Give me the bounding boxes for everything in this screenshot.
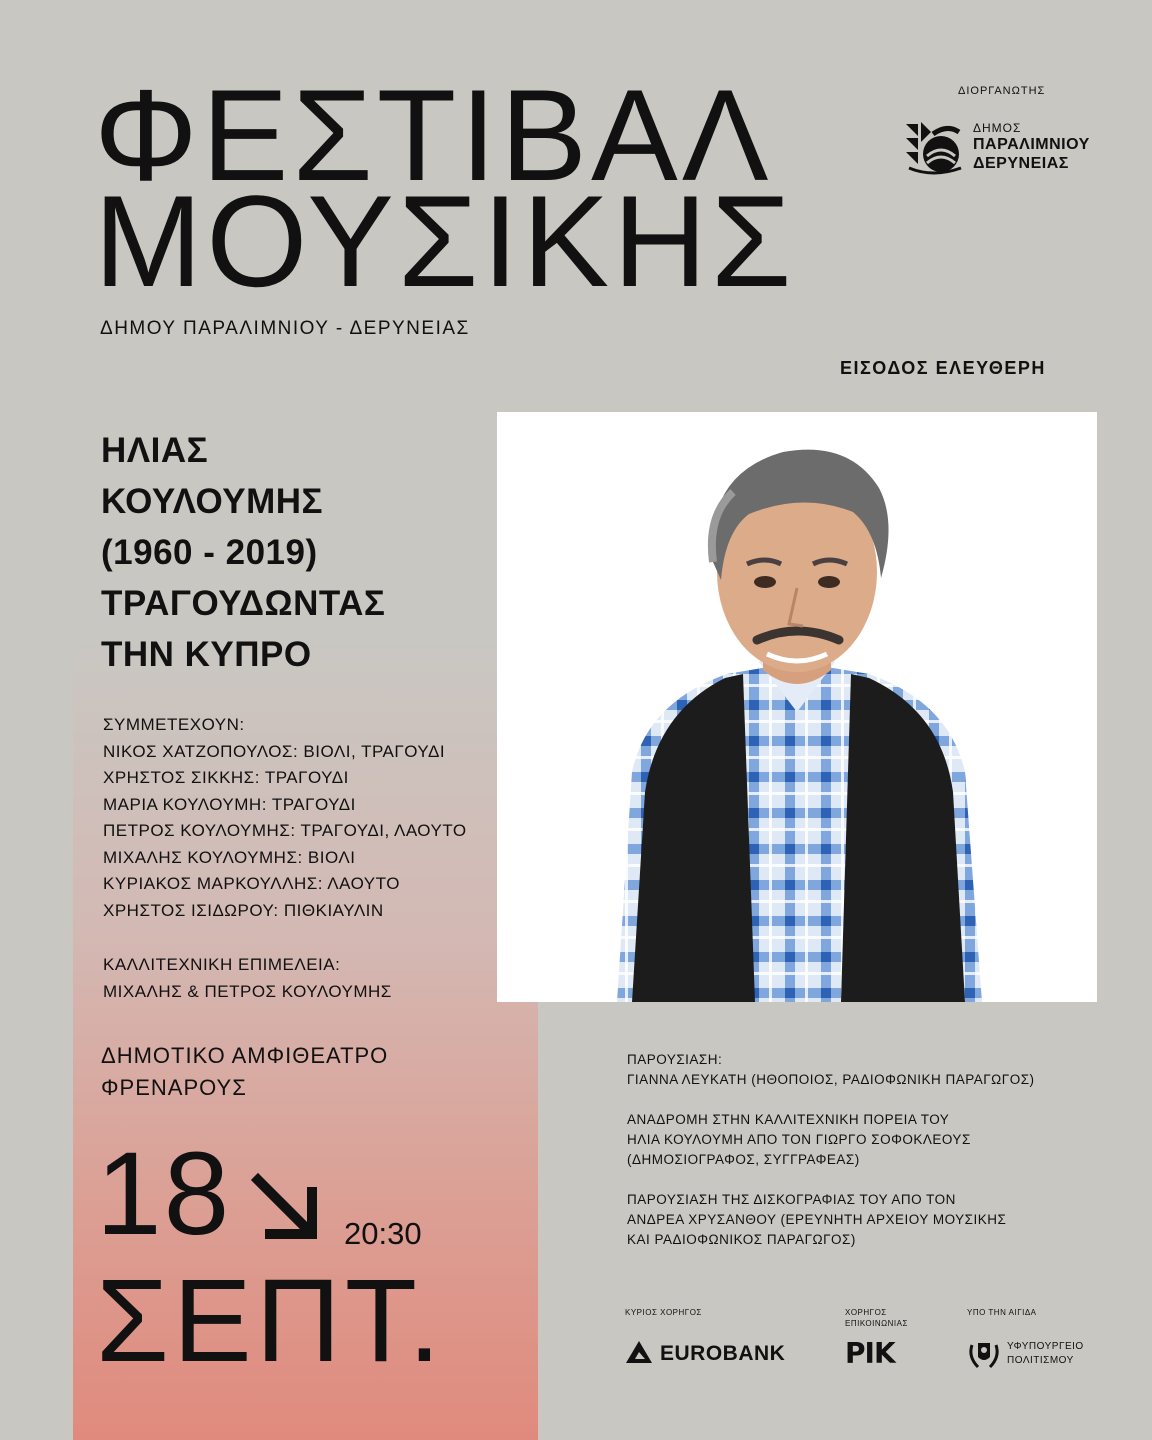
eurobank-name: EUROBANK [660,1342,786,1365]
presentation-line: ΑΝΑΔΡΟΜΗ ΣΤΗΝ ΚΑΛΛΙΤΕΧΝΙΚΗ ΠΟΡΕΙΑ ΤΟΥ [627,1112,950,1127]
concert-title-line: ΤΗΝ ΚΥΠΡΟ [101,635,312,674]
event-time: 20:30 [344,1216,422,1251]
festival-subtitle: ΔΗΜΟΥ ΠΑΡΑΛΙΜΝΙΟΥ - ΔΕΡΥΝΕΙΑΣ [100,318,470,339]
presentation-line: ΠΑΡΟΥΣΙΑΣΗ ΤΗΣ ΔΙΣΚΟΓΡΑΦΙΑΣ ΤΟΥ ΑΠΟ ΤΟΝ [627,1192,956,1207]
concert-title-line: ΗΛΙΑΣ [101,431,209,470]
participant-item: ΚΥΡΙΑΚΟΣ ΜΑΡΚΟΥΛΛΗΣ: ΛΑΟΥΤΟ [103,874,400,893]
cyprus-emblem-icon [966,1335,1002,1371]
presentation-line: ΗΛΙΑ ΚΟΥΛΟΥΜΗ ΑΠΟ ΤΟΝ ΓΙΩΡΓΟ ΣΟΦΟΚΛΕΟΥΣ [627,1132,971,1147]
organizer-logo-small: ΔΗΜΟΣ [973,121,1022,135]
communication-sponsor-label-line: ΧΟΡΗΓΟΣ [845,1308,887,1317]
main-sponsor-label: ΚΥΡΙΟΣ ΧΟΡΗΓΟΣ [625,1308,702,1317]
artist-photo [497,412,1097,1002]
ministry-name-line: ΥΦΥΠΟΥΡΓΕΙΟ [1007,1341,1084,1352]
presentation-line: ΠΑΡΟΥΣΙΑΣΗ: [627,1052,723,1067]
organizer-label: ΔΙΟΡΓΑΝΩΤΗΣ [958,85,1046,97]
concert-title [101,425,385,680]
artistic-heading: ΚΑΛΛΙΤΕΧΝΙΚΗ ΕΠΙΜΕΛΕΙΑ: [103,955,341,974]
participants-list [103,712,467,924]
aegis-label: ΥΠΟ ΤΗΝ ΑΙΓΙΔΑ [967,1308,1037,1317]
concert-title-line: ΤΡΑΓΟΥΔΩΝΤΑΣ [101,584,386,623]
concert-title-line: ΚΟΥΛΟΥΜΗΣ [101,482,324,521]
organizer-logo [903,118,1123,182]
organizer-logo-name [973,135,1090,173]
rik-logo: ΡΙΚ [845,1337,895,1370]
participant-item: ΠΕΤΡΟΣ ΚΟΥΛΟΥΜΗΣ: ΤΡΑΓΟΥΔΙ, ΛΑΟΥΤΟ [103,821,467,840]
participant-item: ΧΡΗΣΤΟΣ ΙΣΙΔΩΡΟΥ: ΠΙΘΚΙΑΥΛΙΝ [103,900,384,920]
participant-item: ΜΑΡΙΑ ΚΟΥΛΟΥΜΗ: ΤΡΑΓΟΥΔΙ [103,794,356,814]
presentation-host [627,1050,1035,1090]
participant-item: ΧΡΗΣΤΟΣ ΣΙΚΚΗΣ: ΤΡΑΓΟΥΔΙ [103,768,349,787]
venue-line-1: ΔΗΜΟΤΙΚΟ ΑΜΦΙΘΕΑΤΡΟ [101,1043,389,1068]
presentation-line: ΓΙΑΝΝΑ ΛΕΥΚΑΤΗ (ΗΘΟΠΟΙΟΣ, ΡΑΔΙΟΦΩΝΙΚΗ ΠΑΡΑΓΩΓΟΣ) [627,1072,1035,1087]
arrow-down-right-icon [248,1170,326,1248]
title-line-1: ΦΕΣΤΙΒΑΛ [94,62,773,208]
eurobank-logo [625,1340,786,1369]
artistic-names: ΜΙΧΑΛΗΣ & ΠΕΤΡΟΣ ΚΟΥΛΟΥΜΗΣ [103,981,392,1001]
presentation-line: (ΔΗΜΟΣΙΟΓΡΑΦΟΣ, ΣΥΓΓΡΑΦΕΑΣ) [627,1152,860,1167]
venue-line-2: ΦΡΕΝΑΡΟΥΣ [101,1075,247,1100]
venue [101,1040,388,1104]
participant-item: ΜΙΧΑΛΗΣ ΚΟΥΛΟΥΜΗΣ: ΒΙΟΛΙ [103,847,356,867]
presentation-retrospective [627,1110,1035,1170]
date-day: 18 [96,1128,232,1260]
municipality-emblem-icon [903,118,965,180]
date-month: ΣΕΠΤ. [96,1255,445,1387]
presentation-line: ΚΑΙ ΡΑΔΙΟΦΩΝΙΚΟΣ ΠΑΡΑΓΩΓΟΣ) [627,1232,856,1247]
communication-sponsor-label [845,1307,908,1329]
title-line-2: ΜΟΥΣΙΚΗΣ [94,168,796,314]
eurobank-mark-icon [625,1340,653,1364]
ministry-name-line: ΠΟΛΙΤΙΣΜΟΥ [1007,1355,1074,1366]
concert-title-line: (1960 - 2019) [101,533,318,572]
organizer-logo-line-2: ΔΕΡΥΝΕΙΑΣ [973,155,1069,172]
communication-sponsor-label-line: ΕΠΙΚΟΙΝΩΝΙΑΣ [845,1319,908,1328]
artistic-direction [103,952,392,1005]
organizer-logo-line-1: ΠΑΡΑΛΙΜΝΙΟΥ [973,136,1090,153]
presentation-line: ΑΝΔΡΕΑ ΧΡΥΣΑΝΘΟΥ (ΕΡΕΥΝΗΤΗ ΑΡΧΕΙΟΥ ΜΟΥΣΙΚΗΣ [627,1212,1007,1227]
participants-heading: ΣΥΜΜΕΤΕΧΟΥΝ: [103,715,245,734]
presentation-info [627,1050,1035,1270]
free-entry-label: ΕΙΣΟΔΟΣ ΕΛΕΥΘΕΡΗ [840,358,1046,378]
artist-portrait-illustration [497,412,1097,1002]
ministry-name [1007,1340,1084,1368]
presentation-discography [627,1190,1035,1250]
participant-item: ΝΙΚΟΣ ΧΑΤΖΟΠΟΥΛΟΣ: ΒΙΟΛΙ, ΤΡΑΓΟΥΔΙ [103,741,446,761]
festival-title [94,62,796,314]
ministry-logo [966,1335,1106,1371]
